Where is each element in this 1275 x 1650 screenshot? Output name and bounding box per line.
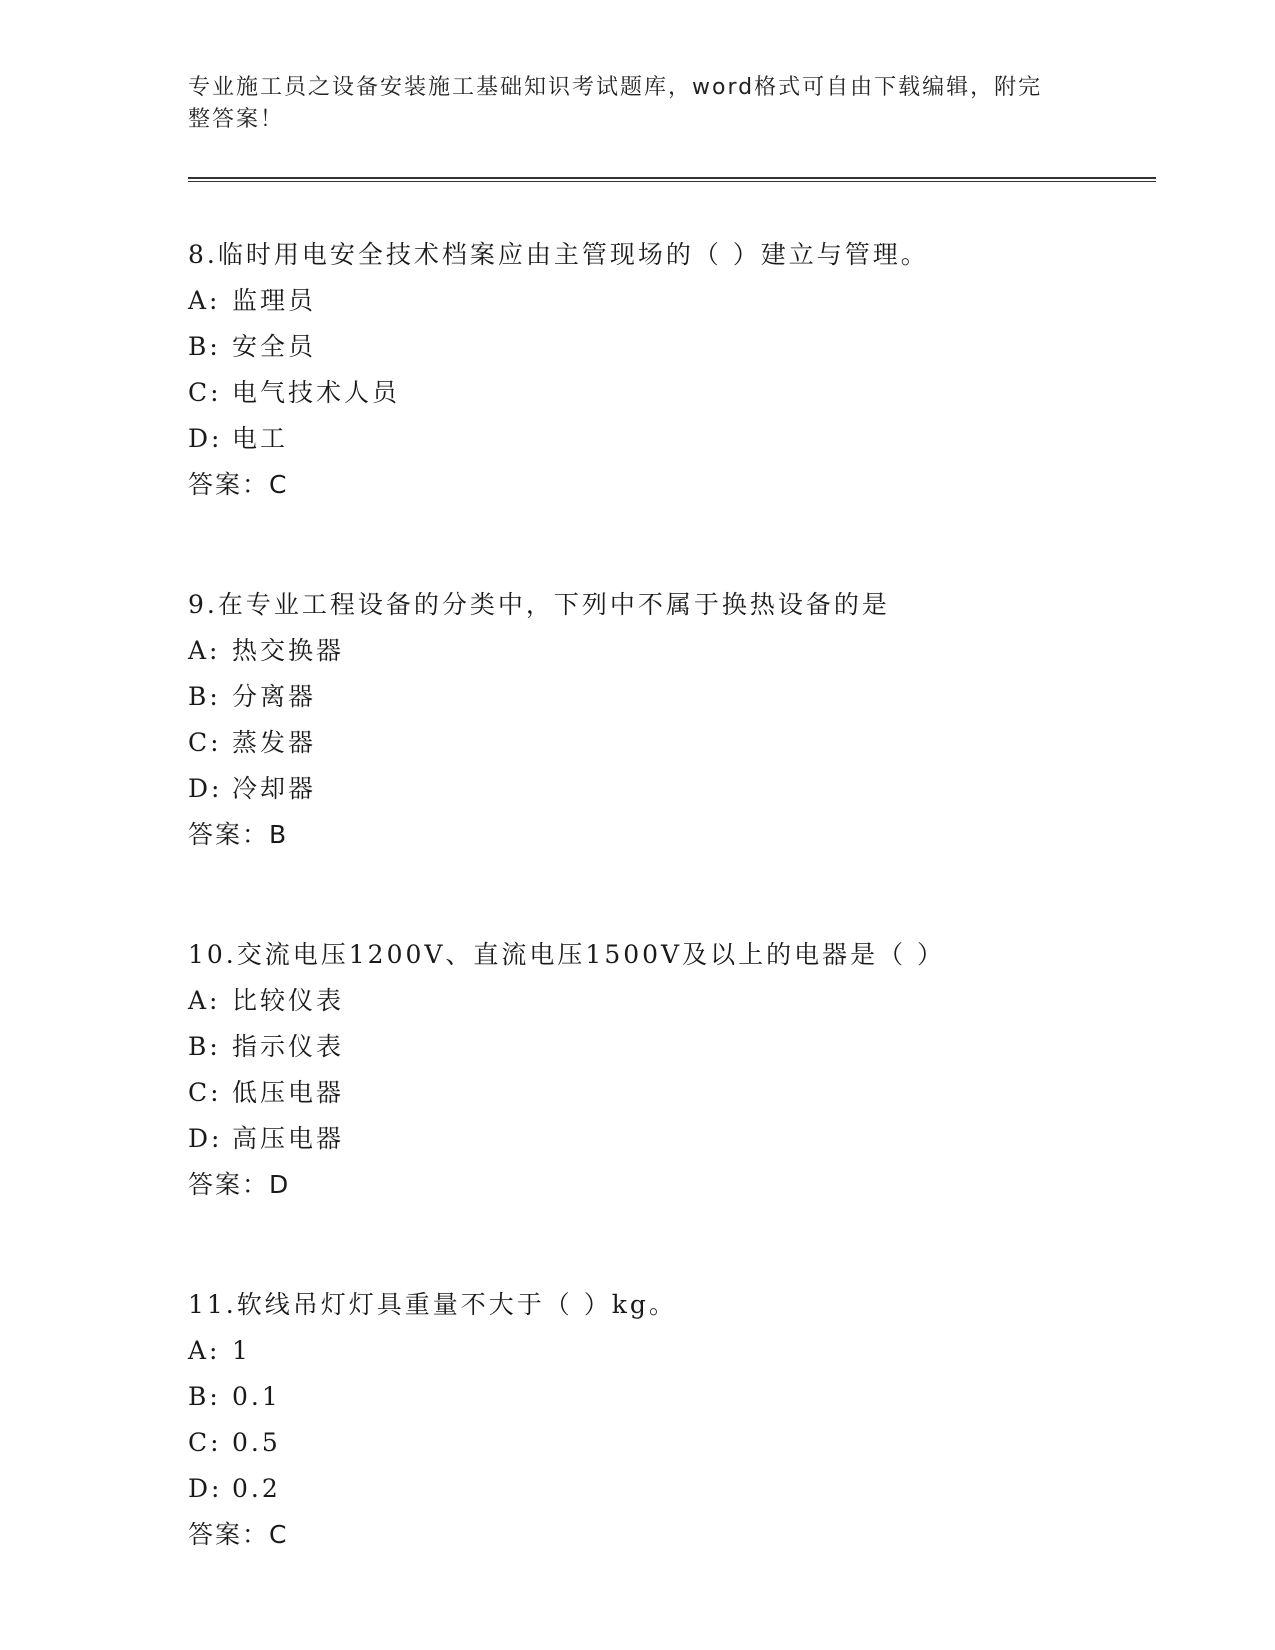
option-key: C:	[188, 1428, 222, 1457]
page-header	[188, 72, 1068, 136]
option-key: D:	[188, 424, 223, 453]
option-c	[188, 720, 1148, 766]
option-c	[188, 1420, 1148, 1466]
option-key: B:	[188, 1382, 221, 1411]
option-a	[188, 978, 1148, 1024]
header-line-1: 专业施工员之设备安装施工基础知识考试题库，word格式可自由下载编辑，附完	[188, 75, 1043, 100]
question-9	[188, 582, 1148, 858]
option-text: 0.1	[232, 1382, 281, 1411]
option-key: D:	[188, 774, 223, 803]
option-text: 蒸发器	[232, 728, 317, 757]
question-11	[188, 1282, 1148, 1558]
answer: 答案：B	[188, 820, 289, 849]
option-key: D:	[188, 1124, 223, 1153]
answer: 答案：C	[188, 1520, 289, 1549]
option-key: B:	[188, 682, 221, 711]
option-c	[188, 370, 1148, 416]
option-key: C:	[188, 1078, 222, 1107]
question-10	[188, 932, 1148, 1208]
option-key: A:	[188, 636, 221, 665]
option-b	[188, 1374, 1148, 1420]
option-text: 低压电器	[232, 1078, 345, 1107]
option-key: C:	[188, 378, 222, 407]
option-text: 冷却器	[232, 774, 317, 803]
option-key: A:	[188, 986, 221, 1015]
option-text: 监理员	[232, 286, 317, 315]
option-text: 电工	[232, 424, 289, 453]
question-title: 11.软线吊灯灯具重量不大于（ ）kg。	[188, 1290, 677, 1319]
option-text: 安全员	[232, 332, 317, 361]
question-list	[188, 232, 1148, 1632]
option-text: 指示仪表	[232, 1032, 345, 1061]
option-b	[188, 324, 1148, 370]
option-d	[188, 766, 1148, 812]
option-text: 热交换器	[232, 636, 345, 665]
option-d	[188, 1466, 1148, 1512]
option-a	[188, 278, 1148, 324]
option-text: 0.2	[232, 1474, 281, 1503]
option-c	[188, 1070, 1148, 1116]
question-title: 9.在专业工程设备的分类中，下列中不属于换热设备的是	[188, 590, 890, 619]
header-line-2: 整答案！	[188, 107, 285, 132]
answer: 答案：D	[188, 1170, 291, 1199]
option-b	[188, 674, 1148, 720]
option-d	[188, 1116, 1148, 1162]
option-key: C:	[188, 728, 222, 757]
header-divider	[188, 177, 1156, 182]
option-a	[188, 1328, 1148, 1374]
option-text: 电气技术人员	[232, 378, 401, 407]
option-b	[188, 1024, 1148, 1070]
option-key: B:	[188, 332, 221, 361]
question-title: 8.临时用电安全技术档案应由主管现场的（ ）建立与管理。	[188, 240, 929, 269]
option-key: D:	[188, 1474, 223, 1503]
option-key: B:	[188, 1032, 221, 1061]
option-text: 分离器	[232, 682, 317, 711]
option-text: 1	[232, 1336, 251, 1365]
answer: 答案：C	[188, 470, 289, 499]
option-text: 高压电器	[232, 1124, 345, 1153]
question-title: 10.交流电压1200V、直流电压1500V及以上的电器是（ ）	[188, 940, 946, 969]
option-key: A:	[188, 286, 221, 315]
option-text: 比较仪表	[232, 986, 345, 1015]
question-8	[188, 232, 1148, 508]
option-d	[188, 416, 1148, 462]
option-text: 0.5	[232, 1428, 281, 1457]
option-key: A:	[188, 1336, 221, 1365]
option-a	[188, 628, 1148, 674]
